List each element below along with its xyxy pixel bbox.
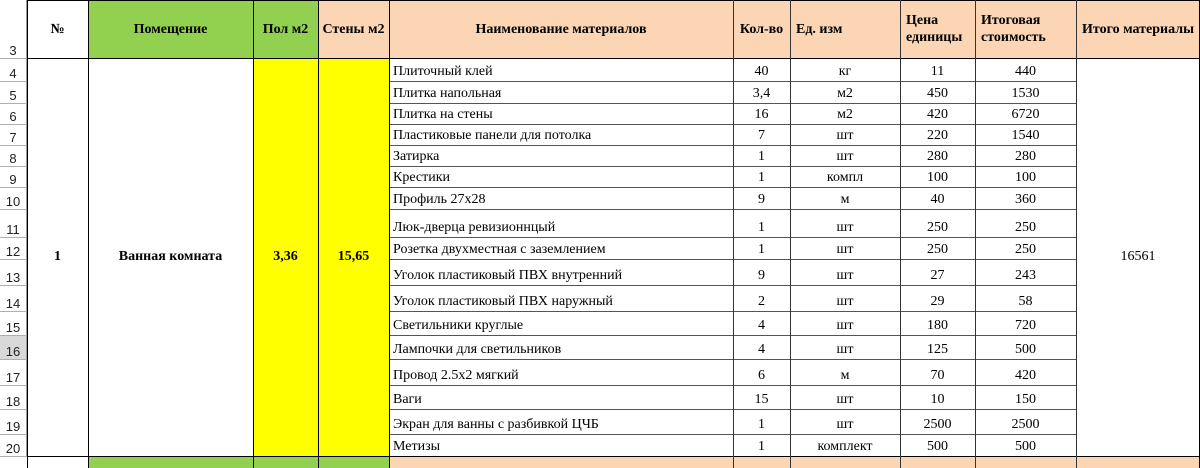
unit-price-cell[interactable]: 29 bbox=[930, 294, 945, 309]
unit-cell[interactable]: м2 bbox=[837, 86, 853, 101]
material-name-cell[interactable]: Метизы bbox=[393, 439, 441, 454]
floor-area-value[interactable]: 3,36 bbox=[273, 249, 298, 264]
quantity-cell[interactable]: 4 bbox=[758, 342, 765, 357]
row-number[interactable]: 7 bbox=[0, 124, 27, 145]
row-number[interactable]: 5 bbox=[0, 81, 27, 103]
unit-price-cell[interactable]: 500 bbox=[927, 439, 948, 454]
total-cost-cell[interactable]: 58 bbox=[1018, 294, 1033, 309]
unit-price-cell[interactable]: 70 bbox=[930, 368, 945, 383]
quantity-cell[interactable]: 7 bbox=[758, 128, 765, 143]
total-cost-cell[interactable]: 150 bbox=[1015, 392, 1036, 407]
unit-price-cell[interactable]: 180 bbox=[927, 318, 948, 333]
material-name-cell[interactable]: Экран для ванны с разбивкой ЦЧБ bbox=[393, 417, 599, 432]
unit-cell[interactable]: кг bbox=[838, 64, 852, 79]
quantity-cell[interactable]: 3,4 bbox=[752, 86, 771, 101]
header-unit[interactable]: Ед. изм bbox=[790, 0, 900, 58]
unit-price-cell[interactable]: 280 bbox=[927, 149, 948, 164]
header-number[interactable]: № bbox=[27, 0, 88, 58]
unit-cell[interactable]: шт bbox=[836, 392, 854, 407]
row-number[interactable]: 8 bbox=[0, 145, 27, 166]
unit-cell[interactable]: м bbox=[840, 192, 850, 207]
unit-price-cell[interactable]: 220 bbox=[927, 128, 948, 143]
material-name-cell[interactable]: Плитка напольная bbox=[393, 86, 502, 101]
unit-price-cell[interactable]: 2500 bbox=[923, 417, 952, 432]
material-name-cell[interactable]: Профиль 27х28 bbox=[393, 192, 486, 207]
row-number[interactable]: 13 bbox=[0, 259, 27, 285]
row-number[interactable]: 18 bbox=[0, 385, 27, 409]
quantity-cell[interactable]: 1 bbox=[758, 149, 765, 164]
header-quantity[interactable]: Кол-во bbox=[733, 0, 790, 58]
row-number[interactable]: 15 bbox=[0, 311, 27, 335]
header-unit-price[interactable]: Цена единицы bbox=[900, 0, 975, 58]
unit-cell[interactable]: шт bbox=[836, 417, 854, 432]
quantity-cell[interactable]: 1 bbox=[758, 242, 765, 257]
material-name-cell[interactable]: Затирка bbox=[393, 149, 440, 164]
unit-cell[interactable]: шт bbox=[836, 318, 854, 333]
total-materials-value[interactable]: 16561 bbox=[1120, 249, 1156, 264]
material-name-cell[interactable]: Плиточный клей bbox=[393, 64, 493, 79]
unit-price-cell[interactable]: 450 bbox=[927, 86, 948, 101]
total-cost-cell[interactable]: 360 bbox=[1015, 192, 1036, 207]
material-name-cell[interactable]: Ваги bbox=[393, 392, 422, 407]
quantity-cell[interactable]: 1 bbox=[758, 439, 765, 454]
total-cost-cell[interactable]: 720 bbox=[1015, 318, 1036, 333]
total-cost-cell[interactable]: 100 bbox=[1015, 170, 1036, 185]
total-cost-cell[interactable]: 6720 bbox=[1011, 107, 1040, 122]
quantity-cell[interactable]: 2 bbox=[758, 294, 765, 309]
row-number[interactable]: 9 bbox=[0, 166, 27, 187]
unit-cell[interactable]: шт bbox=[836, 342, 854, 357]
next-row-room[interactable] bbox=[88, 456, 253, 468]
unit-cell[interactable]: шт bbox=[836, 242, 854, 257]
total-cost-cell[interactable]: 250 bbox=[1015, 242, 1036, 257]
total-cost-cell[interactable]: 280 bbox=[1015, 149, 1036, 164]
unit-cell[interactable]: шт bbox=[836, 268, 854, 283]
row-number[interactable]: 20 bbox=[0, 434, 27, 456]
quantity-cell[interactable]: 1 bbox=[758, 417, 765, 432]
unit-price-cell[interactable]: 125 bbox=[927, 342, 948, 357]
quantity-cell[interactable]: 4 bbox=[758, 318, 765, 333]
unit-cell[interactable]: шт bbox=[836, 128, 854, 143]
quantity-cell[interactable]: 9 bbox=[758, 268, 765, 283]
unit-cell[interactable]: м2 bbox=[837, 107, 853, 122]
material-name-cell[interactable]: Уголок пластиковый ПВХ внутренний bbox=[393, 268, 623, 283]
unit-price-cell[interactable]: 10 bbox=[930, 392, 945, 407]
material-name-cell[interactable]: Розетка двухместная с заземлением bbox=[393, 242, 606, 257]
quantity-cell[interactable]: 6 bbox=[758, 368, 765, 383]
row-number[interactable]: 12 bbox=[0, 237, 27, 259]
material-name-cell[interactable]: Светильники круглые bbox=[393, 318, 524, 333]
unit-price-cell[interactable]: 27 bbox=[930, 268, 945, 283]
row-number[interactable]: 17 bbox=[0, 359, 27, 385]
next-row-materials[interactable] bbox=[389, 456, 1200, 468]
unit-cell[interactable]: шт bbox=[836, 294, 854, 309]
quantity-cell[interactable]: 1 bbox=[758, 170, 765, 185]
total-cost-cell[interactable]: 1540 bbox=[1011, 128, 1040, 143]
row-number[interactable]: 10 bbox=[0, 187, 27, 209]
unit-price-cell[interactable]: 420 bbox=[927, 107, 948, 122]
material-name-cell[interactable]: Провод 2.5х2 мягкий bbox=[393, 368, 519, 383]
total-cost-cell[interactable]: 420 bbox=[1015, 368, 1036, 383]
unit-price-cell[interactable]: 40 bbox=[930, 192, 945, 207]
unit-cell[interactable]: м bbox=[840, 368, 850, 383]
unit-price-cell[interactable]: 250 bbox=[927, 220, 948, 235]
quantity-cell[interactable]: 15 bbox=[754, 392, 769, 407]
quantity-cell[interactable]: 9 bbox=[758, 192, 765, 207]
total-cost-cell[interactable]: 500 bbox=[1015, 439, 1036, 454]
wall-area-value[interactable]: 15,65 bbox=[337, 249, 370, 264]
header-room[interactable]: Помещение bbox=[88, 0, 253, 58]
row-number[interactable]: 11 bbox=[0, 209, 27, 237]
total-cost-cell[interactable]: 243 bbox=[1015, 268, 1036, 283]
total-cost-cell[interactable]: 500 bbox=[1015, 342, 1036, 357]
unit-cell[interactable]: компл bbox=[826, 170, 864, 185]
header-wall-area[interactable]: Стены м2 bbox=[318, 0, 389, 58]
unit-price-cell[interactable]: 100 bbox=[927, 170, 948, 185]
unit-price-cell[interactable]: 11 bbox=[930, 64, 945, 79]
quantity-cell[interactable]: 1 bbox=[758, 220, 765, 235]
material-name-cell[interactable]: Лампочки для светильников bbox=[393, 342, 562, 357]
header-floor-area[interactable]: Пол м2 bbox=[253, 0, 318, 58]
material-name-cell[interactable]: Крестики bbox=[393, 170, 451, 185]
material-name-cell[interactable]: Пластиковые панели для потолка bbox=[393, 128, 592, 143]
material-name-cell[interactable]: Плитка на стены bbox=[393, 107, 493, 122]
unit-cell[interactable]: комплект bbox=[817, 439, 873, 454]
row-number[interactable]: 4 bbox=[0, 58, 27, 81]
next-row-areas[interactable] bbox=[253, 456, 389, 468]
header-total-cost[interactable]: Итоговая стоимость bbox=[975, 0, 1076, 58]
room-name[interactable]: Ванная комната bbox=[118, 249, 223, 264]
unit-cell[interactable]: шт bbox=[836, 220, 854, 235]
room-number[interactable]: 1 bbox=[54, 249, 61, 264]
row-number[interactable]: 3 bbox=[0, 0, 27, 58]
quantity-cell[interactable]: 40 bbox=[754, 64, 769, 79]
total-cost-cell[interactable]: 440 bbox=[1015, 64, 1036, 79]
header-total-materials[interactable]: Итого материалы bbox=[1076, 0, 1200, 58]
material-name-cell[interactable]: Люк-дверца ревизионнцый bbox=[393, 220, 556, 235]
total-cost-cell[interactable]: 250 bbox=[1015, 220, 1036, 235]
quantity-cell[interactable]: 16 bbox=[754, 107, 769, 122]
material-name-cell[interactable]: Уголок пластиковый ПВХ наружный bbox=[393, 294, 613, 309]
total-cost-cell[interactable]: 2500 bbox=[1011, 417, 1040, 432]
total-cost-cell[interactable]: 1530 bbox=[1011, 86, 1040, 101]
row-number[interactable]: 19 bbox=[0, 409, 27, 434]
row-number[interactable]: 14 bbox=[0, 285, 27, 311]
row-number[interactable]: 16 bbox=[0, 335, 27, 359]
unit-cell[interactable]: шт bbox=[836, 149, 854, 164]
header-material-name[interactable]: Наименование материалов bbox=[389, 0, 733, 58]
row-number[interactable]: 6 bbox=[0, 103, 27, 124]
unit-price-cell[interactable]: 250 bbox=[927, 242, 948, 257]
